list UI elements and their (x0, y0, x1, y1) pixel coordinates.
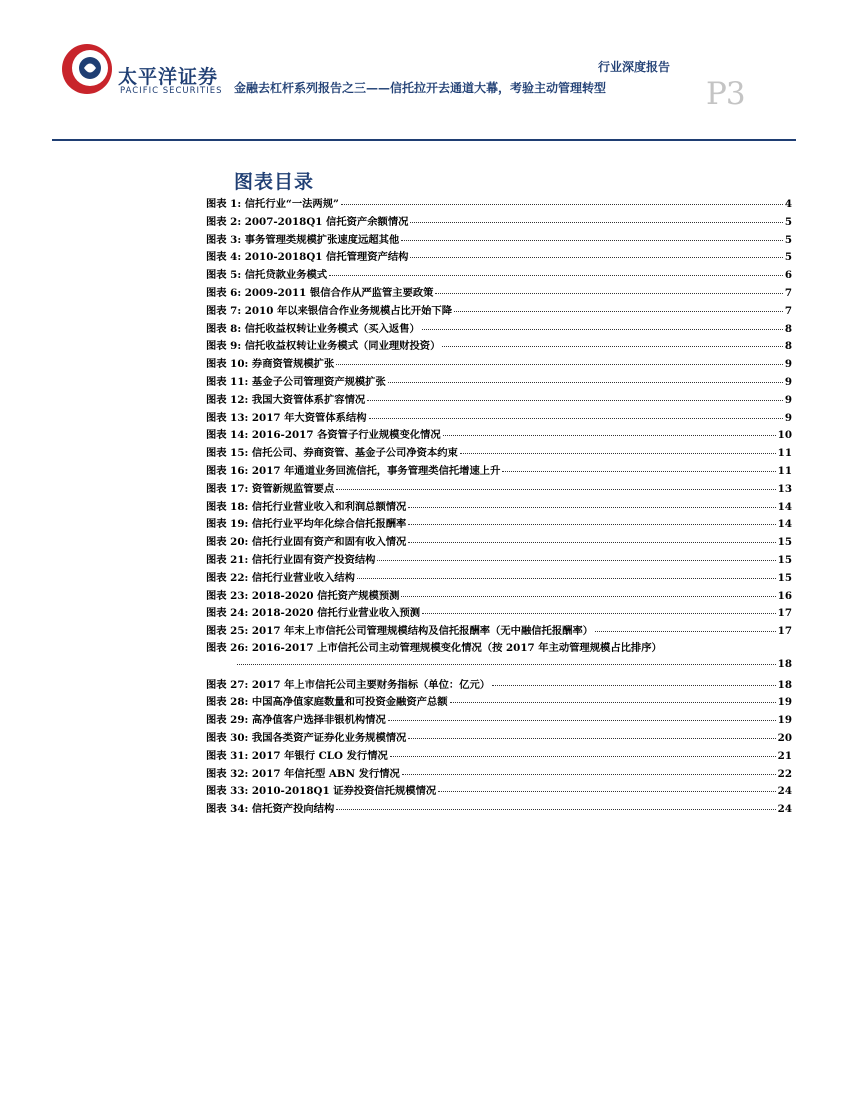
toc-entry-label: 图表 32: 2017 年信托型 ABN 发行情况 (206, 767, 400, 780)
toc-leader-dots (435, 293, 782, 294)
toc-leader-dots (408, 507, 775, 508)
toc-entry-label: 图表 6: 2009-2011 银信合作从严监管主要政策 (206, 286, 434, 299)
toc-entry-label: 图表 34: 信托资产投向结构 (206, 803, 335, 816)
toc-entry-page: 20 (777, 731, 792, 744)
toc-entry-label: 图表 20: 信托行业固有资产和固有收入情况 (206, 536, 407, 549)
toc-entry-label: 图表 23: 2018-2020 信托资产规模预测 (206, 589, 400, 602)
toc-leader-dots (492, 685, 776, 686)
toc-entry-page: 19 (777, 696, 792, 709)
toc-entry[interactable] (206, 195, 792, 213)
toc-entry-label: 图表 7: 2010 年以来银信合作业务规模占比开始下降 (206, 304, 453, 317)
toc-leader-dots (454, 311, 783, 312)
toc-entry-page: 5 (784, 251, 792, 264)
toc-entry[interactable] (206, 231, 792, 249)
toc-entry-page: 14 (777, 500, 792, 513)
toc-entry-page: 21 (777, 749, 792, 762)
toc-leader-dots (460, 453, 776, 454)
toc-entry-label: 图表 11: 基金子公司管理资产规模扩张 (206, 375, 386, 388)
toc-entry-label: 图表 28: 中国高净值家庭数量和可投资金融资产总额 (206, 696, 448, 709)
toc-entry[interactable] (206, 551, 792, 569)
toc-entry-label: 图表 8: 信托收益权转让业务模式（买入返售） (206, 322, 420, 335)
toc-entry-page: 13 (777, 482, 792, 495)
toc-leader-dots (595, 631, 776, 632)
toc-entry-label: 图表 21: 信托行业固有资产投资结构 (206, 553, 376, 566)
toc-entry[interactable] (206, 533, 792, 551)
toc-entry[interactable] (206, 747, 792, 765)
toc-leader-dots (410, 257, 782, 258)
toc-entry[interactable] (206, 320, 792, 338)
toc-entry-page: 19 (777, 714, 792, 727)
toc-entry-page: 17 (777, 607, 792, 620)
toc-entry-label: 图表 4: 2010-2018Q1 信托管理资产结构 (206, 251, 409, 264)
toc-entry-page: 14 (777, 518, 792, 531)
toc-leader-dots (422, 329, 783, 330)
toc-entry[interactable] (206, 782, 792, 800)
toc-leader-dots (329, 275, 783, 276)
toc-entry-page: 7 (784, 286, 792, 299)
toc-entry-label: 图表 12: 我国大资管体系扩容情况 (206, 393, 366, 406)
toc-leader-dots (450, 702, 776, 703)
toc-entry-page: 15 (777, 536, 792, 549)
toc-entry-label: 图表 1: 信托行业“一法两规” (206, 198, 339, 210)
toc-entry[interactable] (206, 462, 792, 480)
toc-entry-page: 22 (777, 767, 792, 780)
toc-entry-label: 图表 16: 2017 年通道业务回流信托，事务管理类信托增速上升 (206, 464, 501, 477)
toc-entry[interactable] (206, 248, 792, 266)
table-of-figures (206, 195, 792, 818)
toc-entry-label: 图表 17: 资管新规监管要点 (206, 482, 335, 495)
toc-entry-label: 图表 24: 2018-2020 信托行业营业收入预测 (206, 607, 421, 620)
toc-entry-page: 5 (784, 233, 792, 246)
toc-entry-label: 图表 27: 2017 年上市信托公司主要财务指标（单位：亿元） (206, 678, 491, 691)
toc-entry[interactable] (206, 676, 792, 694)
toc-entry-page: 7 (784, 304, 792, 317)
toc-leader-dots (443, 435, 776, 436)
toc-leader-dots (502, 471, 775, 472)
toc-entry[interactable] (206, 693, 792, 711)
toc-entry-page: 18 (777, 657, 792, 670)
toc-entry-page: 17 (777, 625, 792, 638)
toc-leader-dots (336, 809, 775, 810)
page-number: P3 (706, 76, 745, 112)
toc-leader-dots (369, 418, 783, 419)
toc-entry-page: 16 (777, 589, 792, 602)
toc-entry-page: 24 (777, 785, 792, 798)
toc-leader-dots (357, 578, 776, 579)
toc-entry-page: 9 (784, 411, 792, 424)
toc-entry-page: 15 (777, 553, 792, 566)
toc-entry-page: 11 (777, 447, 792, 460)
toc-entry-label: 图表 3: 事务管理类规模扩张速度远超其他 (206, 233, 400, 246)
toc-entry-page: 8 (784, 340, 792, 353)
toc-leader-dots (422, 613, 776, 614)
toc-leader-dots (390, 756, 776, 757)
toc-leader-dots (402, 774, 776, 775)
toc-leader-dots (408, 524, 775, 525)
toc-leader-dots (401, 240, 783, 241)
toc-entry-label: 图表 30: 我国各类资产证券化业务规模情况 (206, 731, 407, 744)
toc-entry[interactable] (206, 266, 792, 284)
toc-entry-label: 图表 22: 信托行业营业收入结构 (206, 571, 355, 584)
toc-leader-dots (408, 542, 775, 543)
toc-entry-page: 10 (777, 429, 792, 442)
toc-entry-label: 图表 29: 高净值客户选择非银机构情况 (206, 714, 386, 727)
toc-entry-label: 图表 26: 2016-2017 上市信托公司主动管理规模变化情况（按 2017 年主动管理规模占比排序） (206, 641, 662, 654)
toc-leader-dots (401, 596, 775, 597)
toc-leader-dots (410, 222, 782, 223)
pacific-securities-logo-icon (60, 42, 114, 96)
toc-entry[interactable] (206, 515, 792, 533)
brand-name-cn: 太平洋证券 (118, 66, 219, 88)
toc-leader-dots (237, 664, 776, 665)
toc-entry[interactable] (206, 640, 792, 676)
brand-name-en: PACIFIC SECURITIES (120, 86, 223, 96)
toc-leader-dots (442, 346, 782, 347)
toc-entry[interactable] (206, 604, 792, 622)
toc-entry[interactable] (206, 498, 792, 516)
toc-entry-page: 11 (777, 464, 792, 477)
toc-entry-label: 图表 19: 信托行业平均年化综合信托报酬率 (206, 518, 407, 531)
toc-leader-dots (341, 204, 783, 205)
header-divider (52, 139, 796, 141)
toc-entry-page: 24 (777, 803, 792, 816)
toc-entry[interactable] (206, 587, 792, 605)
toc-entry[interactable] (206, 355, 792, 373)
report-type: 行业深度报告 (598, 60, 671, 74)
toc-entry-page: 4 (784, 198, 792, 210)
toc-entry[interactable] (206, 444, 792, 462)
toc-entry[interactable] (206, 480, 792, 498)
toc-entry-label: 图表 31: 2017 年银行 CLO 发行情况 (206, 749, 388, 762)
toc-leader-dots (438, 791, 775, 792)
toc-entry-page: 9 (784, 358, 792, 371)
toc-entry[interactable] (206, 284, 792, 302)
toc-entry-label: 图表 5: 信托贷款业务模式 (206, 269, 328, 282)
toc-entry[interactable] (206, 569, 792, 587)
toc-entry-label: 图表 9: 信托收益权转让业务模式（同业理财投资） (206, 340, 441, 353)
toc-entry[interactable] (206, 426, 792, 444)
toc-entry-label: 图表 25: 2017 年末上市信托公司管理规模结构及信托报酬率（无中融信托报酬率） (206, 625, 594, 638)
toc-leader-dots (377, 560, 775, 561)
toc-entry[interactable] (206, 729, 792, 747)
toc-entry-label: 图表 13: 2017 年大资管体系结构 (206, 411, 367, 424)
toc-entry-page: 15 (777, 571, 792, 584)
report-title: 金融去杠杆系列报告之三——信托拉开去通道大幕，考验主动管理转型 (234, 81, 607, 95)
toc-entry-label: 图表 15: 信托公司、券商资管、基金子公司净资本约束 (206, 447, 458, 460)
toc-entry[interactable] (206, 213, 792, 231)
toc-entry[interactable] (206, 765, 792, 783)
toc-entry-label: 图表 33: 2010-2018Q1 证券投资信托规模情况 (206, 785, 437, 798)
toc-entry-page: 9 (784, 393, 792, 406)
toc-entry-page: 18 (777, 678, 792, 691)
toc-entry[interactable] (206, 800, 792, 818)
toc-entry-label: 图表 14: 2016-2017 各资管子行业规模变化情况 (206, 429, 441, 442)
toc-leader-dots (408, 738, 775, 739)
toc-entry[interactable] (206, 409, 792, 427)
toc-entry-page: 8 (784, 322, 792, 335)
page-header (0, 0, 850, 145)
toc-entry-label: 图表 18: 信托行业营业收入和利润总额情况 (206, 500, 407, 513)
toc-entry-label: 图表 2: 2007-2018Q1 信托资产余额情况 (206, 215, 409, 228)
toc-leader-dots (336, 364, 783, 365)
toc-leader-dots (367, 400, 783, 401)
toc-entry-page: 6 (784, 269, 792, 282)
toc-leader-dots (388, 720, 776, 721)
toc-heading: 图表目录 (234, 171, 315, 193)
toc-entry-page: 9 (784, 375, 792, 388)
toc-entry-label: 图表 10: 券商资管规模扩张 (206, 358, 335, 371)
toc-entry[interactable] (206, 711, 792, 729)
toc-entry-page: 5 (784, 215, 792, 228)
toc-leader-dots (388, 382, 783, 383)
toc-entry[interactable] (206, 622, 792, 640)
toc-entry[interactable] (206, 373, 792, 391)
toc-entry[interactable] (206, 337, 792, 355)
toc-leader-dots (336, 489, 775, 490)
toc-entry[interactable] (206, 391, 792, 409)
toc-entry[interactable] (206, 302, 792, 320)
